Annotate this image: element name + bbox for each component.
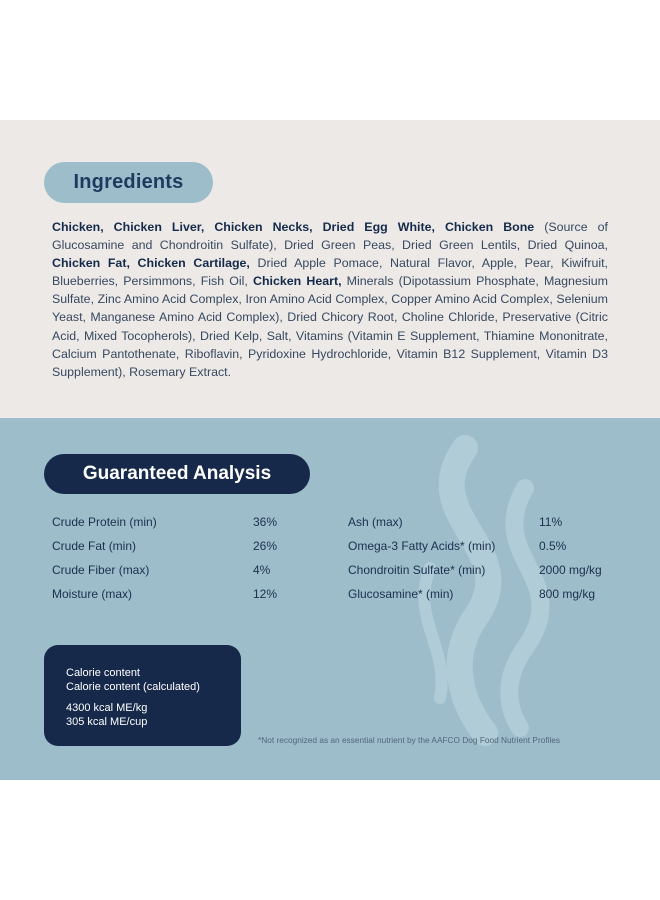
analysis-label: Moisture (max)	[52, 587, 133, 601]
guaranteed-analysis-title: Guaranteed Analysis	[44, 454, 310, 494]
analysis-value: 12%	[253, 587, 278, 601]
guaranteed-analysis-section	[0, 418, 660, 780]
analysis-value: 2000 mg/kg	[539, 563, 602, 577]
analysis-label: Glucosamine* (min)	[348, 587, 454, 601]
analysis-label: Crude Fat (min)	[52, 539, 137, 553]
ingredient-text: Minerals (Dipotassium Phosphate, Magnesium Sulfate, Zinc Amino Acid Complex, Iron Amino Acid Complex, Copper Amino Acid Complex, Selenium Yeast, Manganese Amino Acid Complex), Dried Chicory Root, Choline Chloride, Preservative (Citric Acid, Mixed Tocopherols), Dried Kelp, Salt, Vitamins (Vitamin E Supplement, Thiamine Mononitrate, Calcium Pantothenate, Riboflavin, Pyridoxine Hydrochloride, Vitamin B12 Supplement, Vitamin D3 Supplement), Rosemary Extract.	[52, 274, 608, 379]
ingredient-highlight: Chicken Fat, Chicken Cartilage,	[52, 256, 250, 271]
ingredients-section	[0, 120, 660, 418]
analysis-label: Crude Fiber (max)	[52, 563, 150, 577]
calorie-per-kg: 4300 kcal ME/kg	[66, 702, 148, 714]
analysis-label: Crude Protein (min)	[52, 515, 157, 529]
analysis-value: 0.5%	[539, 539, 567, 553]
analysis-value: 11%	[539, 515, 563, 529]
calorie-content-label: Calorie content	[66, 667, 140, 679]
analysis-label: Ash (max)	[348, 515, 403, 529]
ingredients-title: Ingredients	[44, 162, 213, 203]
ingredient-text: Dried Apple Pomace, Natural Flavor, Apple, Pear, Kiwifruit, Blueberries, Persimmons, Fish Oil,	[52, 256, 609, 289]
calorie-content-box	[44, 645, 241, 746]
ingredient-text: (Source of Glucosamine and Chondroitin Sulfate), Dried Green Peas, Dried Green Lentils, Dried Quinoa,	[52, 220, 608, 253]
calorie-content-calculated-label: Calorie content (calculated)	[66, 681, 200, 693]
ingredient-highlight: Chicken Heart,	[253, 274, 342, 289]
analysis-label: Chondroitin Sulfate* (min)	[348, 563, 486, 577]
calorie-per-cup: 305 kcal ME/cup	[66, 716, 148, 728]
analysis-value: 36%	[253, 515, 278, 529]
analysis-value: 800 mg/kg	[539, 587, 596, 601]
ingredients-list	[52, 218, 608, 381]
analysis-value: 4%	[253, 563, 271, 577]
ingredient-highlight: Chicken, Chicken Liver, Chicken Necks, Dried Egg White, Chicken Bone	[52, 220, 535, 234]
aafco-footnote: *Not recognized as an essential nutrient by the AAFCO Dog Food Nutrient Profiles	[258, 735, 561, 745]
analysis-label: Omega-3 Fatty Acids* (min)	[348, 539, 496, 553]
analysis-value: 26%	[253, 539, 278, 553]
